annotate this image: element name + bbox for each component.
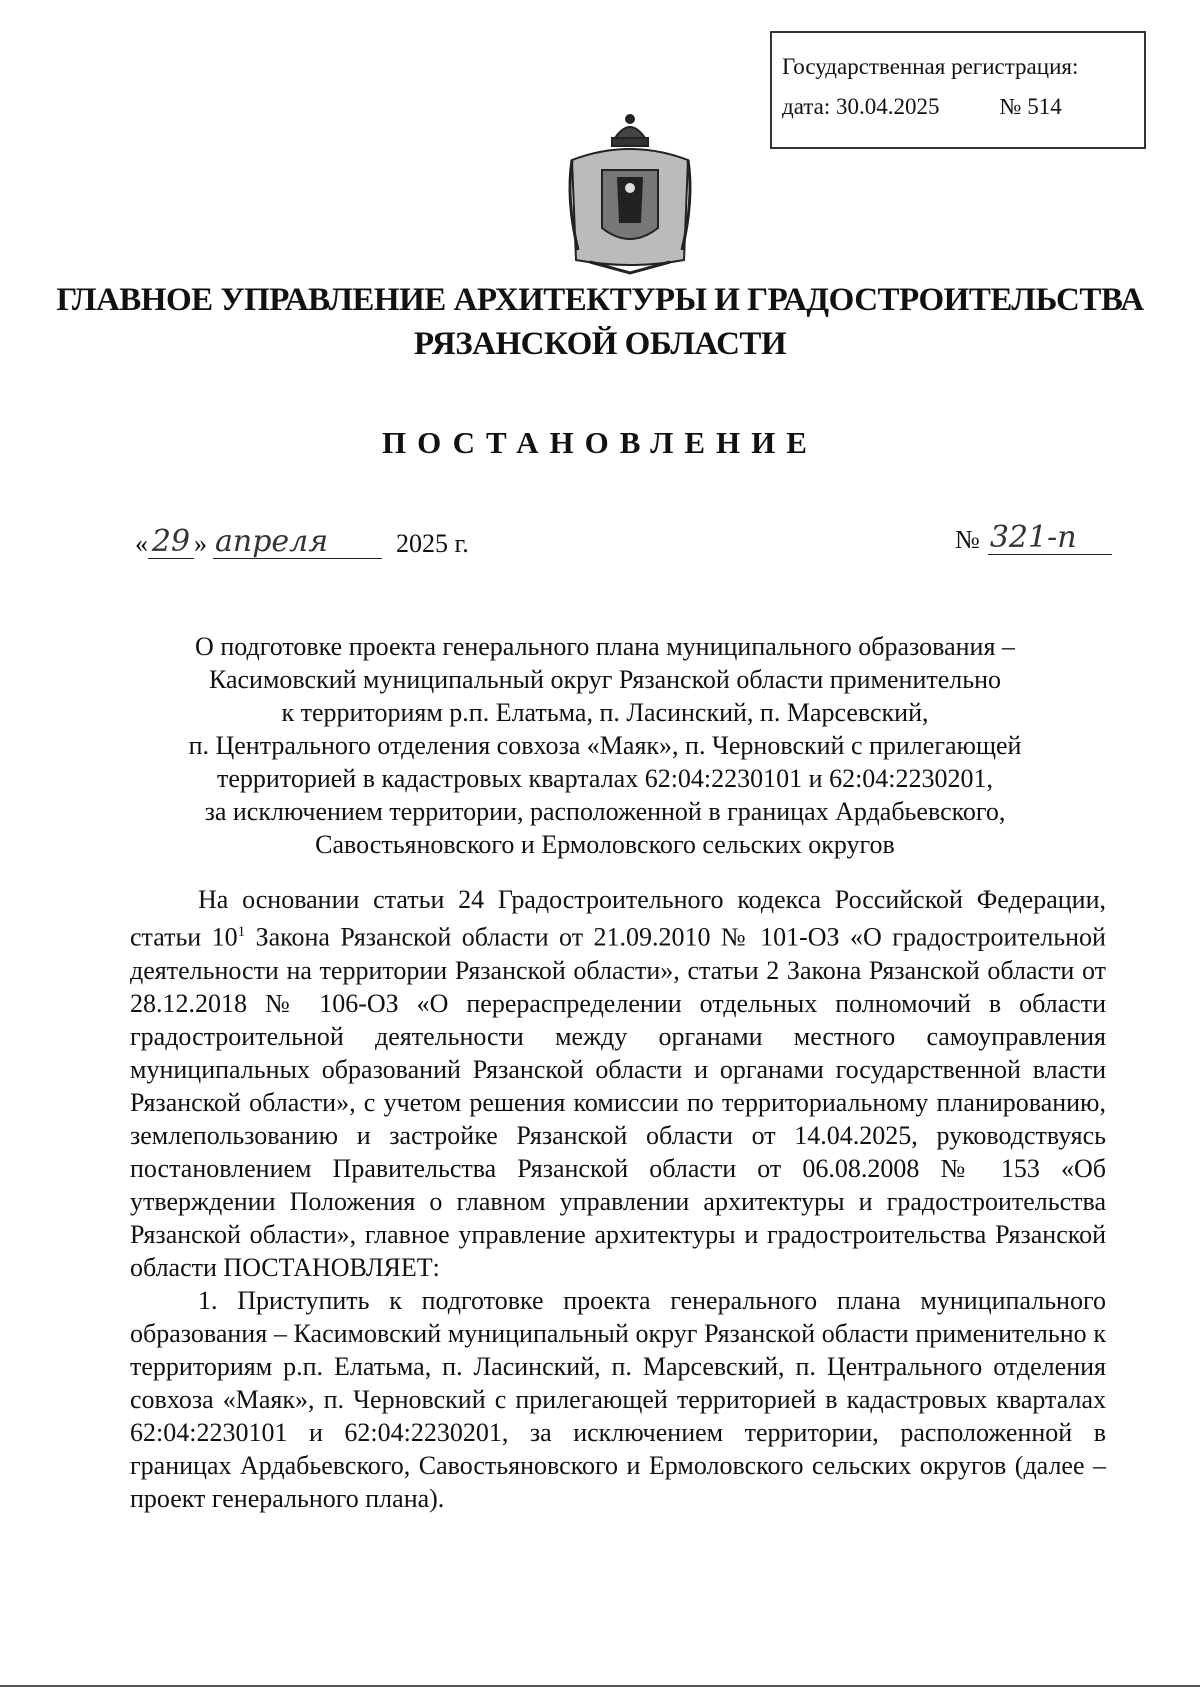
- subject-line: Савостьяновского и Ермоловского сельских округов: [315, 830, 895, 859]
- organization-line-1: ГЛАВНОЕ УПРАВЛЕНИЕ АРХИТЕКТУРЫ И ГРАДОСТРОИТЕЛЬСТВА: [56, 282, 1144, 318]
- document-subject: [130, 630, 1080, 861]
- subject-line: Касимовский муниципальный округ Рязанской области применительно: [208, 665, 1002, 694]
- subject-line: п. Центрального отделения совхоза «Маяк», п. Черновский с прилегающей: [188, 731, 1022, 760]
- preamble-text-start: На основании статьи 24 Градостроительного кодекса Российской Федерации, статьи 10: [130, 885, 1106, 952]
- organization-name: [0, 278, 1200, 366]
- subject-line: за исключением территории, расположенной в границах Ардабьевского,: [204, 797, 1006, 826]
- registration-date: дата: 30.04.2025: [782, 94, 940, 119]
- document-body: [130, 883, 1106, 1515]
- registration-number: № 514: [999, 94, 1062, 119]
- date-open-quote: «: [135, 529, 148, 558]
- subject-line: к территориям р.п. Елатьма, п. Ласинский, п. Марсевский,: [281, 698, 929, 727]
- date-year: 2025 г.: [396, 529, 469, 558]
- document-number-prefix: №: [955, 525, 980, 554]
- body-paragraph-preamble: [130, 883, 1106, 1284]
- document-date: [135, 526, 469, 559]
- organization-line-2: РЯЗАНСКОЙ ОБЛАСТИ: [413, 326, 787, 362]
- date-day-handwritten: 29: [148, 526, 194, 559]
- date-close-quote: »: [194, 529, 207, 558]
- registration-stamp: [770, 31, 1146, 149]
- date-month-handwritten: апреля: [213, 526, 382, 559]
- registration-title: Государственная регистрация:: [782, 54, 1079, 79]
- page-bottom-edge: [0, 1685, 1200, 1687]
- preamble-text-rest: Закона Рязанской области от 21.09.2010 № 101-ОЗ «О градостроительной деятельности на территории Рязанской области», статьи 2 Закона Рязанской области от 28.12.2018 № 106-ОЗ «О перераспределении отдельных полномочий в области градостроительной деятельности между органами местного самоуправления муниципальных образований Рязанской области и органами государственной власти Рязанской области», с учетом решения комиссии по территориальному планированию, землепользованию и застройке Рязанской области от 14.04.2025, руководствуясь постановлением Правительства Рязанской области от 06.08.2008 № 153 «Об утверждении Положения о главном управлении архитектуры и градостроительства Рязанской области», главное управление архитектуры и градостроительства Рязанской области ПОСТАНОВЛЯЕТ:: [130, 922, 1106, 1282]
- subject-line: территорией в кадастровых кварталах 62:04:2230101 и 62:04:2230201,: [216, 764, 994, 793]
- subject-line: О подготовке проекта генерального плана муниципального образования –: [195, 632, 1015, 661]
- registration-details: [782, 87, 1144, 127]
- document-type-title: ПОСТАНОВЛЕНИЕ: [382, 425, 818, 460]
- document-number-handwritten: 321-п: [988, 522, 1112, 555]
- ryazan-coat-of-arms-icon: [560, 110, 700, 275]
- body-paragraph-item-1: 1. Приступить к подготовке проекта генерального плана муниципального образования – Касимовский муниципальный округ Рязанской области применительно к территориям р.п. Елатьма, п. Ласинский, п. Марсевский, п. Центрального отделения совхоза «Маяк», п. Черновский с прилегающей территорией в кадастровых кварталах 62:04:2230101 и 62:04:2230201, за исключением территории, расположенной в границах Ардабьевского, Савостьяновского и Ермоловского сельских округов (далее – проект генерального плана).: [130, 1285, 1106, 1513]
- article-superscript: 1: [237, 924, 246, 940]
- document-number: [955, 522, 1112, 555]
